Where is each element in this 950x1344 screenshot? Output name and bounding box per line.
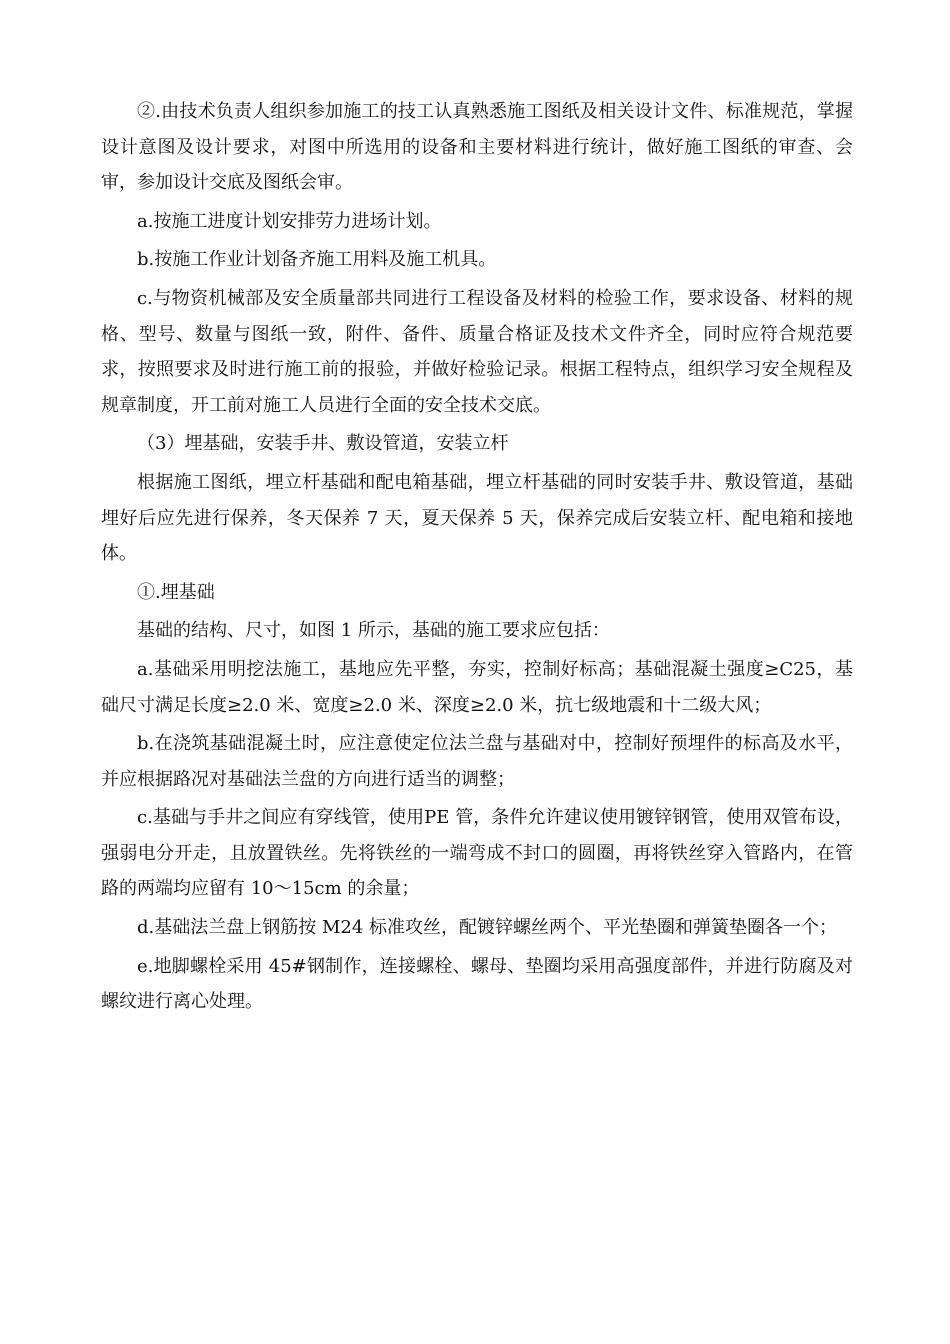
subheading-bury-foundation: ①.埋基础 xyxy=(137,581,215,603)
document-page xyxy=(101,94,853,1023)
paragraph-req-b: b.在浇筑基础混凝土时，应注意使定位法兰盘与基础对中，控制好预埋件的标高及水平，并应根据路况对基础法兰盘的方向进行适当的调整； xyxy=(101,733,853,790)
paragraph-item-a-labor: a.按施工进度计划安排劳力进场计划。 xyxy=(137,210,442,232)
paragraph-req-d: d.基础法兰盘上钢筋按 M24 标准攻丝，配镀锌螺丝两个、平光垫圈和弹簧垫圈各一个； xyxy=(137,917,838,939)
section-heading-3: （3）埋基础，安装手井、敷设管道，安装立杆 xyxy=(137,433,509,455)
paragraph-tech-lead: ②.由技术负责人组织参加施工的技工认真熟悉施工图纸及相关设计文件、标准规范，掌握设计意图及设计要求，对图中所选用的设备和主要材料进行统计，做好施工图纸的审查、会审，参加设计交底及图纸会审。 xyxy=(101,101,853,194)
paragraph-req-c: c.基础与手井之间应有穿线管，使用PE 管，条件允许建议使用镀锌钢管，使用双管布设，强弱电分开走，且放置铁丝。先将铁丝的一端弯成不封口的圆圈，再将铁丝穿入管路内，在管路的两端均应留有 10～15cm 的余量； xyxy=(101,807,853,900)
paragraph-item-c-inspection: c.与物资机械部及安全质量部共同进行工程设备及材料的检验工作，要求设备、材料的规格、型号、数量与图纸一致，附件、备件、质量合格证及技术文件齐全，同时应符合规范要求，按照要求及时进行施工前的报验，并做好检验记录。根据工程特点，组织学习安全规程及规章制度，开工前对施工人员进行全面的安全技术交底。 xyxy=(101,287,853,416)
paragraph-foundation-structure: 基础的结构、尺寸，如图 1 所示，基础的施工要求应包括： xyxy=(137,620,610,642)
paragraph-item-b-materials: b.按施工作业计划备齐施工用料及施工机具。 xyxy=(137,249,497,271)
paragraph-req-a: a.基础采用明挖法施工，基地应先平整，夯实，控制好标高；基础混凝土强度≥C25，基础尺寸满足长度≥2.0 米、宽度≥2.0 米、深度≥2.0 米，抗七级地震和十二级大风； xyxy=(101,658,853,716)
paragraph-req-e: e.地脚螺栓采用 45#钢制作，连接螺栓、螺母、垫圈均采用高强度部件，并进行防腐及对螺纹进行离心处理。 xyxy=(101,955,853,1013)
paragraph-foundation-intro: 根据施工图纸，埋立杆基础和配电箱基础，埋立杆基础的同时安装手井、敷设管道，基础埋好后应先进行保养，冬天保养 7 天，夏天保养 5 天，保养完成后安装立杆、配电箱和接地体。 xyxy=(101,471,853,565)
